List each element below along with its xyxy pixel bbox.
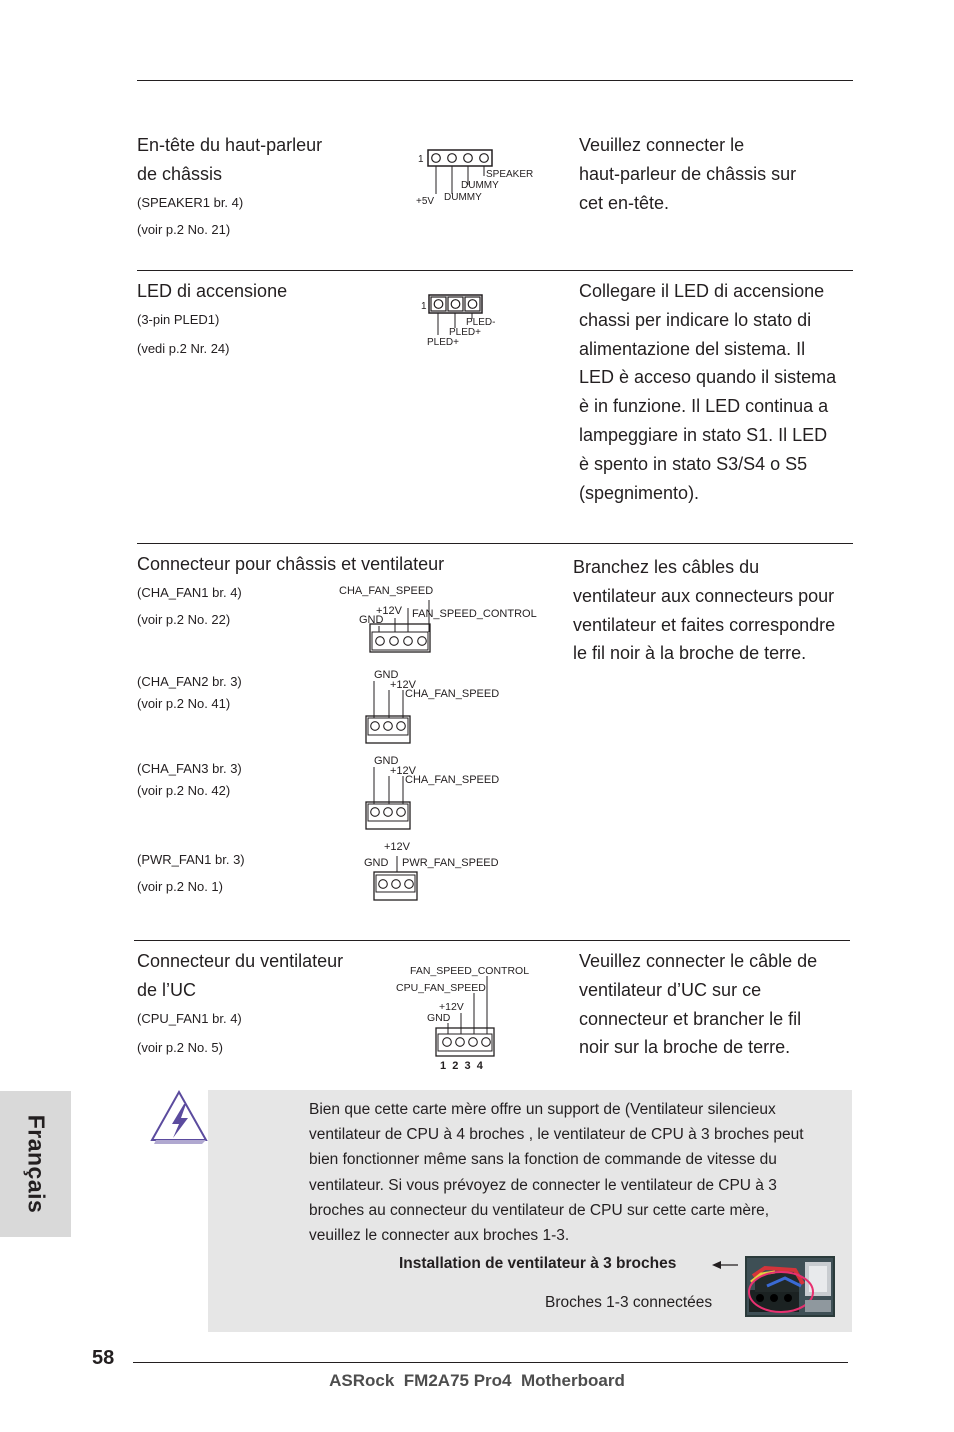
led-desc-line1: Collegare il LED di accensione [579, 281, 825, 301]
cpu-fan-diagram [392, 958, 542, 1076]
chassis-fan-desc-line2: ventilateur aux connecteurs pour [573, 585, 835, 606]
speaker-label-speaker: SPEAKER [486, 169, 534, 180]
pwr-fan-sub1: (PWR_FAN1 br. 3) [137, 852, 245, 867]
cha-fan1-diagram [336, 580, 546, 656]
note-line2: ventilateur de CPU à 4 broches , le ventilateur de CPU à 3 broches peut [309, 1126, 804, 1144]
cha-fan1-sub [137, 579, 242, 633]
cha-fan2-sub [137, 671, 242, 715]
cha-fan2-label-speed: CHA_FAN_SPEED [405, 688, 500, 700]
chassis-fan-desc-line1: Branchez les câbles du [573, 557, 760, 577]
cha-fan2-diagram [362, 666, 512, 746]
cha-fan1-label-speed: CHA_FAN_SPEED [339, 585, 434, 597]
note-line6: veuillez le connecter aux broches 1-3. [309, 1227, 570, 1245]
speaker-desc-line2: haut-parleur de châssis sur [579, 163, 797, 184]
connected-label: Broches 1-3 connectées [545, 1294, 713, 1311]
cha-fan3-sub1: (CHA_FAN3 br. 3) [137, 761, 242, 776]
cpu-fan-sub1: (CPU_FAN1 br. 4) [137, 1011, 242, 1026]
led-sub2: (vedi p.2 Nr. 24) [137, 341, 230, 356]
chassis-fan-title: Connecteur pour châssis et ventilateur [137, 554, 445, 574]
led-desc-line6: lampeggiare in stato S1. Il LED [579, 424, 828, 445]
cpu-fan-sub2: (voir p.2 No. 5) [137, 1040, 223, 1055]
speaker-label-dummy2: DUMMY [444, 192, 482, 203]
pwr-fan-diagram [360, 838, 510, 906]
led-sub [137, 306, 230, 362]
speaker-sub2: (voir p.2 No. 21) [137, 222, 231, 237]
speaker-desc-line3: cet en-tête. [579, 192, 670, 213]
pwr-fan-label-speed: PWR_FAN_SPEED [402, 857, 499, 869]
speaker-title-line2: de châssis [137, 164, 223, 184]
speaker-title [137, 131, 322, 189]
cpu-fan-label-control: FAN_SPEED_CONTROL [410, 965, 530, 977]
top-rule [137, 80, 853, 81]
language-tab-label: Français [23, 1114, 49, 1214]
cpu-fan-pin-numbers: 1 2 3 4 [440, 1060, 483, 1072]
led-label-pled-minus: PLED- [466, 317, 496, 328]
cpu-fan-desc-line4: noir sur la broche de terre. [579, 1037, 791, 1058]
cpu-fan-title [137, 947, 343, 1005]
led-label-pled-plus2: PLED+ [427, 337, 459, 348]
led-desc-line7: è spento in stato S3/S4 o S5 [579, 453, 808, 474]
cha-fan1-sub1: (CHA_FAN1 br. 4) [137, 585, 242, 600]
cpu-fan-label-gnd: GND [427, 1012, 451, 1024]
speaker-label-5v: +5V [416, 196, 435, 207]
cha-fan3-label-speed: CHA_FAN_SPEED [405, 774, 500, 786]
cpu-fan-title-line2: de l’UC [137, 980, 197, 1000]
cha-fan3-sub [137, 758, 242, 802]
note-text [309, 1097, 854, 1248]
chassis-fan-desc-line4: le fil noir à la broche de terre. [573, 643, 807, 664]
note-line5: broches au connecteur du ventilateur de CPU sur cette carte mère, [309, 1201, 770, 1219]
note-line1: Bien que cette carte mère offre un support de (Ventilateur silencieux [309, 1101, 776, 1118]
speaker-label-dummy1: DUMMY [461, 180, 499, 191]
speaker-sub [137, 189, 243, 243]
led-title: LED di accensione [137, 281, 288, 301]
cha-fan2-label-12v: +12V [390, 679, 416, 691]
led-desc-line4: LED è acceso quando il sistema [579, 367, 837, 388]
led-desc-line2: chassi per indicare lo stato di [579, 309, 812, 330]
cha-fan3-label-12v: +12V [390, 765, 416, 777]
section-divider-1 [137, 270, 853, 271]
install-label: Installation de ventilateur à 3 broches [399, 1255, 677, 1272]
cha-fan1-label-gnd: GND [359, 614, 384, 626]
pwr-fan-label-12v: +12V [384, 841, 410, 853]
cpu-fan-sub [137, 1005, 242, 1061]
pwr-fan-sub2: (voir p.2 No. 1) [137, 879, 223, 894]
warning-icon [148, 1088, 210, 1146]
footer-rule [133, 1362, 848, 1363]
cpu-fan-desc [579, 947, 817, 1062]
fan-connector-photo [745, 1256, 835, 1317]
cpu-fan-desc-line2: ventilateur d’UC sur ce [579, 979, 762, 1000]
cha-fan1-sub2: (voir p.2 No. 22) [137, 612, 231, 627]
cpu-fan-title-line1: Connecteur du ventilateur [137, 951, 344, 971]
speaker-desc-line1: Veuillez connecter le [579, 135, 745, 155]
language-tab [0, 1091, 71, 1237]
page-number: 58 [92, 1347, 115, 1369]
led-desc-line8: (spegnimento). [579, 482, 700, 503]
speaker-title-line1: En-tête du haut-parleur [137, 135, 323, 155]
pwr-fan-sub [137, 846, 245, 900]
cha-fan3-diagram [362, 752, 512, 832]
section-divider-2 [137, 543, 853, 544]
cpu-fan-desc-line1: Veuillez connecter le câble de [579, 951, 818, 971]
cha-fan1-label-12v: +12V [376, 605, 402, 617]
note-line4: ventilateur. Si vous prévoyez de connecter le ventilateur de CPU à 3 [309, 1176, 777, 1194]
speaker-desc [579, 131, 796, 217]
speaker-pin1-label: 1 [418, 154, 424, 165]
cha-fan2-sub1: (CHA_FAN2 br. 3) [137, 674, 242, 689]
chassis-fan-desc-line3: ventilateur et faites correspondre [573, 614, 836, 635]
cha-fan2-sub2: (voir p.2 No. 41) [137, 696, 231, 711]
led-pin1-label: 1 [421, 301, 427, 312]
speaker-sub1: (SPEAKER1 br. 4) [137, 195, 244, 210]
cpu-fan-desc-line3: connecteur et brancher le fil [579, 1008, 802, 1029]
cha-fan2-label-gnd: GND [374, 669, 399, 681]
led-sub1: (3-pin PLED1) [137, 312, 220, 327]
cha-fan3-label-gnd: GND [374, 755, 399, 767]
left-arrow-icon [712, 1259, 740, 1271]
note-line3: bien fonctionner même sans la fonction de commande de vitesse du [309, 1151, 777, 1169]
cha-fan3-sub2: (voir p.2 No. 42) [137, 783, 231, 798]
led-header-diagram [418, 290, 518, 350]
speaker-header-diagram [410, 144, 550, 208]
cpu-fan-label-speed: CPU_FAN_SPEED [396, 982, 486, 994]
pwr-fan-label-gnd: GND [364, 857, 389, 869]
led-label-pled-plus1: PLED+ [449, 327, 481, 338]
cpu-fan-label-12v: +12V [439, 1001, 464, 1013]
section-divider-3 [134, 940, 850, 941]
led-desc-line3: alimentazione del sistema. Il [579, 338, 806, 359]
chassis-fan-desc [573, 553, 835, 668]
cha-fan1-label-control: FAN_SPEED_CONTROL [412, 608, 537, 620]
footer-title: ASRock FM2A75 Pro4 Motherboard [329, 1371, 625, 1390]
led-desc [579, 277, 836, 507]
led-desc-line5: è in funzione. Il LED continua a [579, 396, 829, 417]
